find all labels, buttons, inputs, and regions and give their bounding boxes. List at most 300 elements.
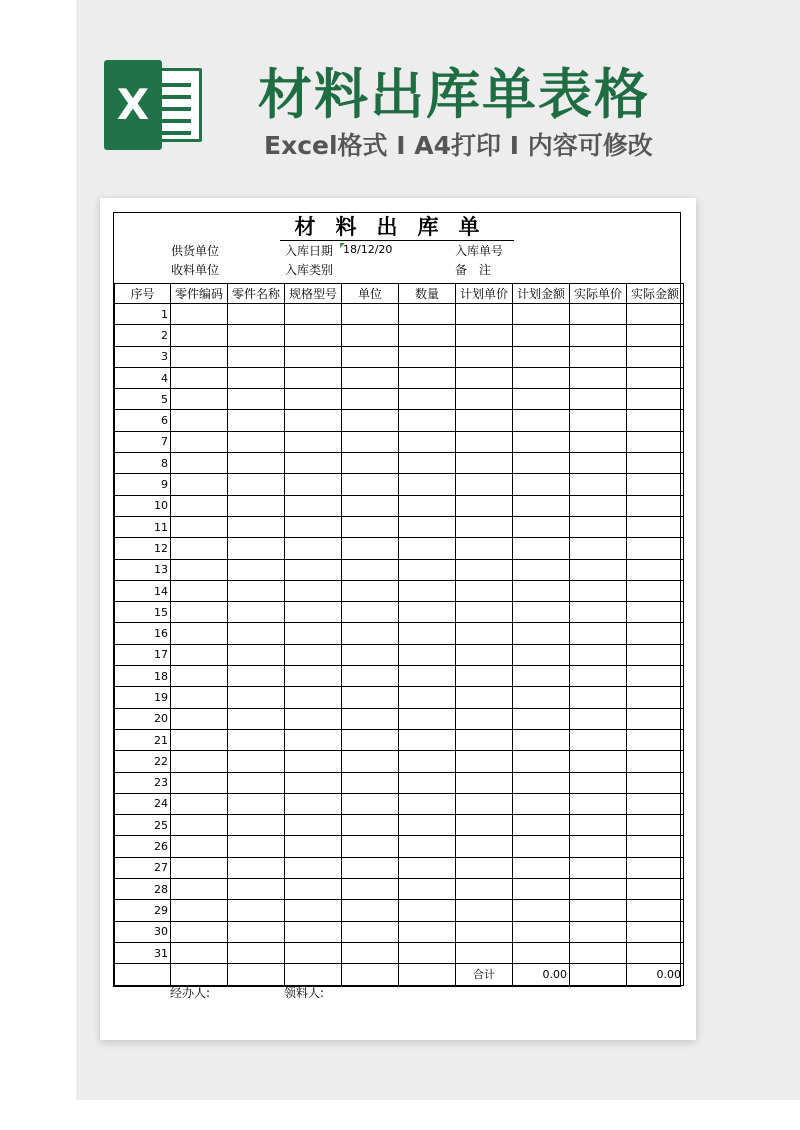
table-cell[interactable] xyxy=(285,346,342,367)
table-cell[interactable] xyxy=(228,389,285,410)
table-cell[interactable] xyxy=(456,772,513,793)
table-cell[interactable] xyxy=(456,453,513,474)
row-index[interactable]: 16 xyxy=(115,623,171,644)
table-cell[interactable] xyxy=(513,602,570,623)
table-cell[interactable] xyxy=(228,495,285,516)
table-cell[interactable] xyxy=(228,964,285,985)
row-index[interactable]: 9 xyxy=(115,474,171,495)
table-cell[interactable] xyxy=(627,410,684,431)
table-cell[interactable] xyxy=(342,410,399,431)
table-cell[interactable] xyxy=(285,708,342,729)
table-cell[interactable] xyxy=(513,751,570,772)
table-cell[interactable] xyxy=(228,729,285,750)
table-cell[interactable] xyxy=(399,793,456,814)
table-cell[interactable] xyxy=(570,708,627,729)
table-cell[interactable] xyxy=(285,516,342,537)
table-cell[interactable] xyxy=(627,516,684,537)
table-cell[interactable] xyxy=(627,453,684,474)
table-cell[interactable] xyxy=(627,879,684,900)
table-cell[interactable] xyxy=(342,857,399,878)
table-cell[interactable] xyxy=(399,900,456,921)
table-cell[interactable] xyxy=(627,815,684,836)
table-cell[interactable] xyxy=(285,367,342,388)
row-index[interactable]: 3 xyxy=(115,346,171,367)
table-cell[interactable] xyxy=(115,964,171,985)
row-index[interactable]: 31 xyxy=(115,942,171,963)
table-cell[interactable] xyxy=(342,389,399,410)
table-cell[interactable] xyxy=(285,580,342,601)
row-index[interactable]: 25 xyxy=(115,815,171,836)
table-cell[interactable] xyxy=(513,538,570,559)
table-cell[interactable] xyxy=(228,367,285,388)
table-cell[interactable] xyxy=(627,857,684,878)
table-cell[interactable] xyxy=(570,559,627,580)
table-cell[interactable] xyxy=(456,666,513,687)
table-cell[interactable] xyxy=(399,857,456,878)
table-cell[interactable] xyxy=(342,516,399,537)
table-cell[interactable] xyxy=(228,346,285,367)
table-cell[interactable] xyxy=(570,304,627,325)
table-cell[interactable] xyxy=(570,921,627,942)
row-index[interactable]: 2 xyxy=(115,325,171,346)
table-cell[interactable] xyxy=(570,453,627,474)
table-cell[interactable] xyxy=(171,729,228,750)
table-cell[interactable] xyxy=(399,942,456,963)
table-cell[interactable] xyxy=(228,708,285,729)
table-cell[interactable] xyxy=(399,453,456,474)
table-cell[interactable] xyxy=(513,793,570,814)
table-cell[interactable] xyxy=(456,921,513,942)
table-cell[interactable] xyxy=(171,857,228,878)
table-cell[interactable] xyxy=(570,367,627,388)
table-cell[interactable] xyxy=(570,836,627,857)
row-index[interactable]: 30 xyxy=(115,921,171,942)
table-cell[interactable] xyxy=(171,964,228,985)
table-cell[interactable] xyxy=(627,708,684,729)
table-cell[interactable] xyxy=(399,964,456,985)
table-cell[interactable] xyxy=(627,580,684,601)
table-cell[interactable] xyxy=(399,304,456,325)
table-cell[interactable] xyxy=(399,325,456,346)
table-cell[interactable] xyxy=(399,346,456,367)
table-cell[interactable] xyxy=(342,921,399,942)
row-index[interactable]: 29 xyxy=(115,900,171,921)
table-cell[interactable] xyxy=(570,666,627,687)
table-cell[interactable] xyxy=(171,325,228,346)
row-index[interactable]: 14 xyxy=(115,580,171,601)
table-cell[interactable] xyxy=(627,495,684,516)
table-cell[interactable] xyxy=(285,772,342,793)
table-cell[interactable] xyxy=(456,793,513,814)
table-cell[interactable] xyxy=(342,325,399,346)
table-cell[interactable] xyxy=(513,495,570,516)
row-index[interactable]: 18 xyxy=(115,666,171,687)
table-cell[interactable] xyxy=(399,879,456,900)
table-cell[interactable] xyxy=(627,751,684,772)
table-cell[interactable] xyxy=(627,602,684,623)
table-cell[interactable] xyxy=(456,751,513,772)
table-cell[interactable] xyxy=(513,708,570,729)
table-cell[interactable] xyxy=(285,666,342,687)
table-cell[interactable] xyxy=(342,772,399,793)
table-cell[interactable] xyxy=(228,793,285,814)
table-cell[interactable] xyxy=(171,772,228,793)
table-cell[interactable] xyxy=(285,793,342,814)
row-index[interactable]: 11 xyxy=(115,516,171,537)
row-index[interactable]: 24 xyxy=(115,793,171,814)
table-cell[interactable] xyxy=(228,921,285,942)
table-cell[interactable] xyxy=(570,879,627,900)
row-index[interactable]: 13 xyxy=(115,559,171,580)
row-index[interactable]: 27 xyxy=(115,857,171,878)
table-cell[interactable] xyxy=(456,367,513,388)
table-cell[interactable] xyxy=(570,793,627,814)
table-cell[interactable] xyxy=(342,346,399,367)
row-index[interactable]: 12 xyxy=(115,538,171,559)
table-cell[interactable] xyxy=(342,879,399,900)
row-index[interactable]: 19 xyxy=(115,687,171,708)
table-cell[interactable] xyxy=(399,772,456,793)
table-cell[interactable] xyxy=(285,900,342,921)
table-cell[interactable] xyxy=(228,325,285,346)
table-cell[interactable] xyxy=(171,346,228,367)
table-cell[interactable] xyxy=(285,729,342,750)
table-cell[interactable] xyxy=(627,772,684,793)
table-cell[interactable] xyxy=(285,879,342,900)
table-cell[interactable] xyxy=(285,964,342,985)
table-cell[interactable] xyxy=(171,410,228,431)
row-index[interactable]: 5 xyxy=(115,389,171,410)
table-cell[interactable] xyxy=(342,942,399,963)
table-cell[interactable] xyxy=(456,431,513,452)
table-cell[interactable] xyxy=(399,729,456,750)
row-index[interactable]: 23 xyxy=(115,772,171,793)
table-cell[interactable] xyxy=(627,538,684,559)
table-cell[interactable] xyxy=(456,474,513,495)
table-cell[interactable] xyxy=(171,836,228,857)
table-cell[interactable] xyxy=(399,495,456,516)
table-cell[interactable] xyxy=(285,559,342,580)
table-cell[interactable] xyxy=(513,304,570,325)
table-cell[interactable] xyxy=(285,389,342,410)
table-cell[interactable] xyxy=(171,495,228,516)
row-index[interactable]: 8 xyxy=(115,453,171,474)
table-cell[interactable] xyxy=(228,815,285,836)
table-cell[interactable] xyxy=(399,538,456,559)
table-cell[interactable] xyxy=(342,431,399,452)
table-cell[interactable] xyxy=(399,687,456,708)
table-cell[interactable] xyxy=(399,836,456,857)
table-cell[interactable] xyxy=(285,602,342,623)
table-cell[interactable] xyxy=(399,367,456,388)
table-cell[interactable] xyxy=(171,431,228,452)
table-cell[interactable] xyxy=(342,580,399,601)
table-cell[interactable] xyxy=(342,729,399,750)
table-cell[interactable] xyxy=(171,389,228,410)
table-cell[interactable] xyxy=(627,304,684,325)
table-cell[interactable] xyxy=(342,687,399,708)
table-cell[interactable] xyxy=(456,879,513,900)
row-index[interactable]: 15 xyxy=(115,602,171,623)
table-cell[interactable] xyxy=(627,474,684,495)
table-cell[interactable] xyxy=(570,580,627,601)
table-cell[interactable] xyxy=(456,538,513,559)
table-cell[interactable] xyxy=(570,495,627,516)
table-cell[interactable] xyxy=(627,389,684,410)
table-cell[interactable] xyxy=(570,772,627,793)
table-cell[interactable] xyxy=(456,389,513,410)
row-index[interactable]: 4 xyxy=(115,367,171,388)
table-cell[interactable] xyxy=(627,687,684,708)
table-cell[interactable] xyxy=(627,942,684,963)
table-cell[interactable] xyxy=(513,729,570,750)
table-cell[interactable] xyxy=(399,389,456,410)
table-cell[interactable] xyxy=(570,687,627,708)
table-cell[interactable] xyxy=(570,751,627,772)
table-cell[interactable] xyxy=(399,644,456,665)
table-cell[interactable] xyxy=(171,815,228,836)
table-cell[interactable] xyxy=(627,346,684,367)
table-cell[interactable] xyxy=(399,559,456,580)
table-cell[interactable] xyxy=(570,346,627,367)
table-cell[interactable] xyxy=(399,921,456,942)
table-cell[interactable] xyxy=(513,921,570,942)
date-value[interactable]: 18/12/20 xyxy=(343,243,393,256)
row-index[interactable]: 10 xyxy=(115,495,171,516)
table-cell[interactable] xyxy=(228,580,285,601)
table-cell[interactable] xyxy=(570,389,627,410)
table-cell[interactable] xyxy=(171,751,228,772)
table-cell[interactable] xyxy=(285,942,342,963)
row-index[interactable]: 28 xyxy=(115,879,171,900)
table-cell[interactable] xyxy=(456,729,513,750)
table-cell[interactable] xyxy=(285,304,342,325)
table-cell[interactable] xyxy=(456,836,513,857)
row-index[interactable]: 7 xyxy=(115,431,171,452)
table-cell[interactable] xyxy=(570,410,627,431)
table-cell[interactable] xyxy=(456,304,513,325)
table-cell[interactable] xyxy=(342,900,399,921)
table-cell[interactable] xyxy=(570,538,627,559)
table-cell[interactable] xyxy=(627,367,684,388)
table-cell[interactable] xyxy=(456,559,513,580)
table-cell[interactable] xyxy=(570,942,627,963)
table-cell[interactable] xyxy=(513,325,570,346)
table-cell[interactable] xyxy=(513,389,570,410)
table-cell[interactable] xyxy=(456,516,513,537)
table-cell[interactable] xyxy=(570,474,627,495)
table-cell[interactable] xyxy=(570,644,627,665)
table-cell[interactable] xyxy=(456,623,513,644)
table-cell[interactable] xyxy=(399,410,456,431)
table-cell[interactable] xyxy=(228,304,285,325)
table-cell[interactable] xyxy=(228,879,285,900)
table-cell[interactable] xyxy=(342,453,399,474)
table-cell[interactable] xyxy=(513,453,570,474)
table-cell[interactable] xyxy=(570,815,627,836)
table-cell[interactable] xyxy=(228,857,285,878)
table-cell[interactable] xyxy=(513,559,570,580)
table-cell[interactable] xyxy=(228,942,285,963)
row-index[interactable]: 21 xyxy=(115,729,171,750)
table-cell[interactable] xyxy=(228,431,285,452)
table-cell[interactable] xyxy=(171,367,228,388)
table-cell[interactable] xyxy=(228,666,285,687)
table-cell[interactable] xyxy=(285,495,342,516)
table-cell[interactable] xyxy=(627,644,684,665)
table-cell[interactable] xyxy=(171,793,228,814)
table-cell[interactable] xyxy=(456,602,513,623)
row-index[interactable]: 6 xyxy=(115,410,171,431)
table-cell[interactable] xyxy=(285,836,342,857)
table-cell[interactable] xyxy=(171,623,228,644)
table-cell[interactable] xyxy=(228,751,285,772)
table-cell[interactable] xyxy=(171,687,228,708)
table-cell[interactable] xyxy=(171,559,228,580)
table-cell[interactable] xyxy=(399,431,456,452)
table-cell[interactable] xyxy=(570,857,627,878)
table-cell[interactable] xyxy=(228,559,285,580)
table-cell[interactable] xyxy=(570,516,627,537)
table-cell[interactable] xyxy=(513,666,570,687)
table-cell[interactable] xyxy=(627,559,684,580)
table-cell[interactable] xyxy=(228,623,285,644)
table-cell[interactable] xyxy=(456,857,513,878)
table-cell[interactable] xyxy=(285,687,342,708)
table-cell[interactable] xyxy=(285,644,342,665)
table-cell[interactable] xyxy=(627,900,684,921)
table-cell[interactable] xyxy=(228,900,285,921)
table-cell[interactable] xyxy=(285,410,342,431)
table-cell[interactable] xyxy=(399,602,456,623)
table-cell[interactable] xyxy=(342,815,399,836)
table-cell[interactable] xyxy=(570,602,627,623)
table-cell[interactable] xyxy=(456,495,513,516)
table-cell[interactable] xyxy=(342,474,399,495)
table-cell[interactable] xyxy=(228,516,285,537)
table-cell[interactable] xyxy=(627,836,684,857)
total-actual-amount[interactable]: 0.00 xyxy=(627,964,684,985)
table-cell[interactable] xyxy=(285,623,342,644)
table-cell[interactable] xyxy=(513,431,570,452)
table-cell[interactable] xyxy=(513,623,570,644)
table-cell[interactable] xyxy=(171,580,228,601)
table-cell[interactable] xyxy=(399,516,456,537)
table-cell[interactable] xyxy=(342,751,399,772)
table-cell[interactable] xyxy=(513,367,570,388)
total-plan-amount[interactable]: 0.00 xyxy=(513,964,570,985)
table-cell[interactable] xyxy=(513,942,570,963)
table-cell[interactable] xyxy=(285,431,342,452)
table-cell[interactable] xyxy=(627,921,684,942)
table-cell[interactable] xyxy=(513,580,570,601)
table-cell[interactable] xyxy=(456,410,513,431)
table-cell[interactable] xyxy=(513,687,570,708)
table-cell[interactable] xyxy=(285,815,342,836)
table-cell[interactable] xyxy=(456,942,513,963)
table-cell[interactable] xyxy=(513,772,570,793)
table-cell[interactable] xyxy=(285,751,342,772)
table-cell[interactable] xyxy=(228,453,285,474)
table-cell[interactable] xyxy=(285,453,342,474)
table-cell[interactable] xyxy=(171,921,228,942)
table-cell[interactable] xyxy=(342,304,399,325)
table-cell[interactable] xyxy=(513,644,570,665)
table-cell[interactable] xyxy=(171,538,228,559)
table-cell[interactable] xyxy=(399,708,456,729)
table-cell[interactable] xyxy=(285,857,342,878)
table-cell[interactable] xyxy=(627,666,684,687)
table-cell[interactable] xyxy=(171,602,228,623)
table-cell[interactable] xyxy=(285,921,342,942)
table-cell[interactable] xyxy=(513,857,570,878)
table-cell[interactable] xyxy=(342,559,399,580)
table-cell[interactable] xyxy=(399,580,456,601)
table-cell[interactable] xyxy=(342,367,399,388)
table-cell[interactable] xyxy=(342,964,399,985)
table-cell[interactable] xyxy=(513,900,570,921)
table-cell[interactable] xyxy=(627,431,684,452)
table-cell[interactable] xyxy=(627,729,684,750)
table-cell[interactable] xyxy=(627,623,684,644)
table-cell[interactable] xyxy=(285,538,342,559)
table-cell[interactable] xyxy=(456,644,513,665)
table-cell[interactable] xyxy=(570,325,627,346)
table-cell[interactable] xyxy=(570,964,627,985)
table-cell[interactable] xyxy=(228,474,285,495)
table-cell[interactable] xyxy=(171,474,228,495)
table-cell[interactable] xyxy=(285,474,342,495)
table-cell[interactable] xyxy=(513,346,570,367)
table-cell[interactable] xyxy=(456,815,513,836)
table-cell[interactable] xyxy=(342,623,399,644)
table-cell[interactable] xyxy=(171,666,228,687)
row-index[interactable]: 17 xyxy=(115,644,171,665)
table-cell[interactable] xyxy=(228,602,285,623)
table-cell[interactable] xyxy=(627,325,684,346)
row-index[interactable]: 1 xyxy=(115,304,171,325)
table-cell[interactable] xyxy=(342,602,399,623)
table-cell[interactable] xyxy=(513,474,570,495)
row-index[interactable]: 26 xyxy=(115,836,171,857)
table-cell[interactable] xyxy=(228,687,285,708)
table-cell[interactable] xyxy=(456,325,513,346)
table-cell[interactable] xyxy=(513,879,570,900)
table-cell[interactable] xyxy=(456,900,513,921)
table-cell[interactable] xyxy=(456,708,513,729)
table-cell[interactable] xyxy=(570,729,627,750)
table-cell[interactable] xyxy=(171,708,228,729)
table-cell[interactable] xyxy=(171,879,228,900)
table-cell[interactable] xyxy=(456,346,513,367)
table-cell[interactable] xyxy=(171,644,228,665)
row-index[interactable]: 20 xyxy=(115,708,171,729)
table-cell[interactable] xyxy=(627,793,684,814)
table-cell[interactable] xyxy=(513,410,570,431)
table-cell[interactable] xyxy=(342,666,399,687)
table-cell[interactable] xyxy=(399,474,456,495)
table-cell[interactable] xyxy=(171,900,228,921)
table-cell[interactable] xyxy=(456,687,513,708)
table-cell[interactable] xyxy=(171,942,228,963)
table-cell[interactable] xyxy=(513,836,570,857)
table-cell[interactable] xyxy=(171,453,228,474)
row-index[interactable]: 22 xyxy=(115,751,171,772)
table-cell[interactable] xyxy=(228,644,285,665)
table-cell[interactable] xyxy=(228,538,285,559)
table-cell[interactable] xyxy=(342,793,399,814)
table-cell[interactable] xyxy=(228,836,285,857)
